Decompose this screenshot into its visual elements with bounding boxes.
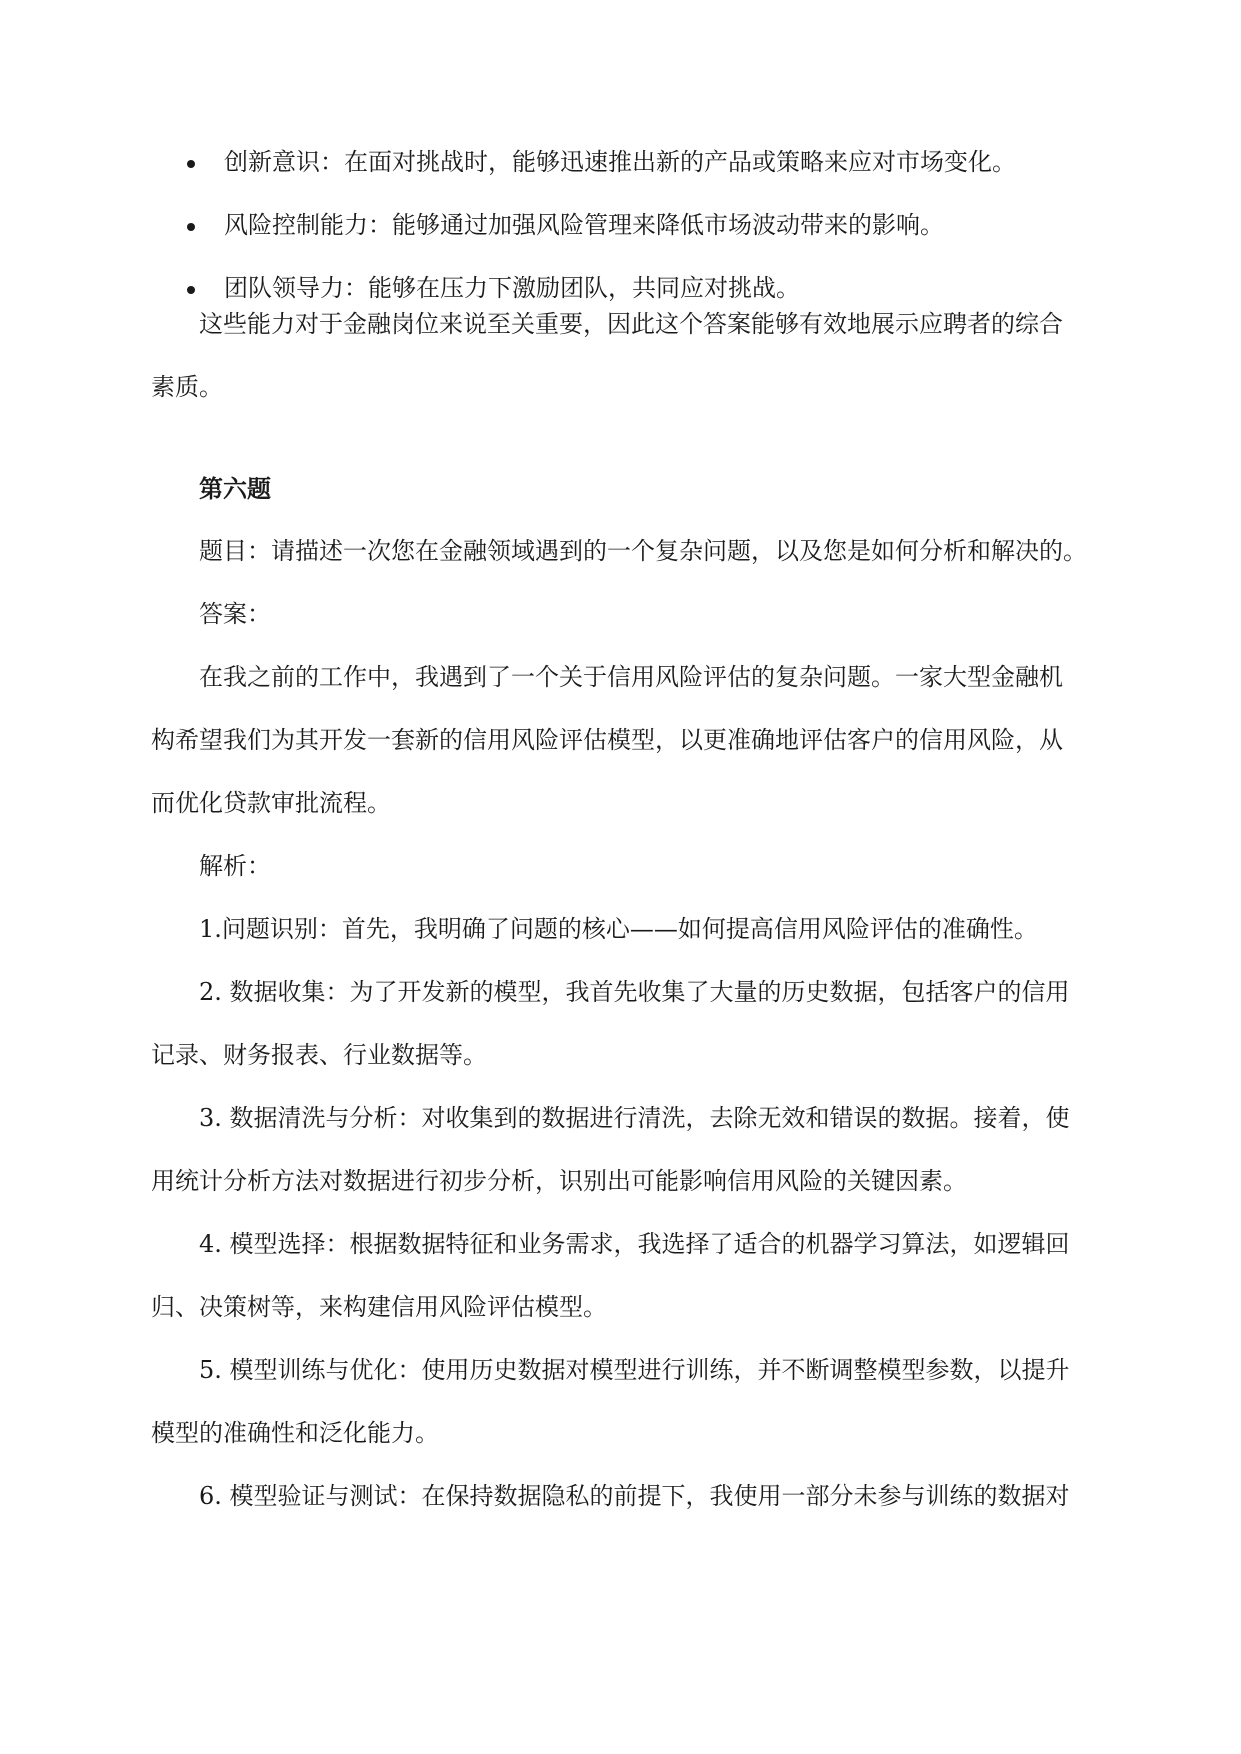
paragraph-line: 5. 模型训练与优化：使用历史数据对模型进行训练，并不断调整模型参数，以提升 xyxy=(199,1356,1070,1384)
paragraph-line: 素质。 xyxy=(151,373,223,401)
bullet-text: 创新意识：在面对挑战时，能够迅速推出新的产品或策略来应对市场变化。 xyxy=(224,148,1016,176)
paragraph-line: 2. 数据收集：为了开发新的模型，我首先收集了大量的历史数据，包括客户的信用 xyxy=(199,978,1070,1006)
step-paragraph xyxy=(151,1482,1089,1545)
summary-paragraph xyxy=(151,310,1089,436)
ability-bullet-list xyxy=(187,148,1087,337)
paragraph-line: 构希望我们为其开发一套新的信用风险评估模型，以更准确地评估客户的信用风险，从 xyxy=(151,726,1063,754)
bullet-item xyxy=(187,148,1087,176)
question-paragraph xyxy=(151,537,1089,600)
paragraph-line: 归、决策树等，来构建信用风险评估模型。 xyxy=(151,1293,607,1321)
paragraph-line: 4. 模型选择：根据数据特征和业务需求，我选择了适合的机器学习算法，如逻辑回 xyxy=(199,1230,1070,1258)
bullet-item xyxy=(187,211,1087,239)
bullet-dot-icon xyxy=(187,223,195,231)
paragraph-line: 而优化贷款审批流程。 xyxy=(151,789,391,817)
paragraph-line: 3. 数据清洗与分析：对收集到的数据进行清洗，去除无效和错误的数据。接着，使 xyxy=(199,1104,1070,1132)
answer-label xyxy=(151,600,1089,663)
paragraph-line: 这些能力对于金融岗位来说至关重要，因此这个答案能够有效地展示应聘者的综合 xyxy=(199,310,1063,338)
paragraph-line: 1.问题识别：首先，我明确了问题的核心——如何提高信用风险评估的准确性。 xyxy=(199,915,1038,943)
paragraph-line: 模型的准确性和泛化能力。 xyxy=(151,1419,439,1447)
answer-paragraph xyxy=(151,663,1089,852)
bullet-item xyxy=(187,274,1087,302)
step-paragraph xyxy=(151,978,1089,1104)
bullet-dot-icon xyxy=(187,160,195,168)
bullet-text: 风险控制能力：能够通过加强风险管理来降低市场波动带来的影响。 xyxy=(224,211,944,239)
paragraph-line: 答案： xyxy=(199,600,271,628)
paragraph-line: 题目：请描述一次您在金融领域遇到的一个复杂问题，以及您是如何分析和解决的。 xyxy=(199,537,1087,565)
bullet-dot-icon xyxy=(187,286,195,294)
paragraph-line: 用统计分析方法对数据进行初步分析，识别出可能影响信用风险的关键因素。 xyxy=(151,1167,967,1195)
paragraph-line: 记录、财务报表、行业数据等。 xyxy=(151,1041,487,1069)
step-paragraph xyxy=(151,915,1089,978)
bullet-text: 团队领导力：能够在压力下激励团队，共同应对挑战。 xyxy=(224,274,800,302)
paragraph-line: 解析： xyxy=(199,852,271,880)
step-paragraph xyxy=(151,1356,1089,1482)
paragraph-line: 在我之前的工作中，我遇到了一个关于信用风险评估的复杂问题。一家大型金融机 xyxy=(199,663,1063,691)
step-paragraph xyxy=(151,1104,1089,1230)
paragraph-line: 6. 模型验证与测试：在保持数据隐私的前提下，我使用一部分未参与训练的数据对 xyxy=(199,1482,1070,1510)
step-paragraph xyxy=(151,1230,1089,1356)
section-heading: 第六题 xyxy=(199,474,271,503)
analysis-label xyxy=(151,852,1089,915)
